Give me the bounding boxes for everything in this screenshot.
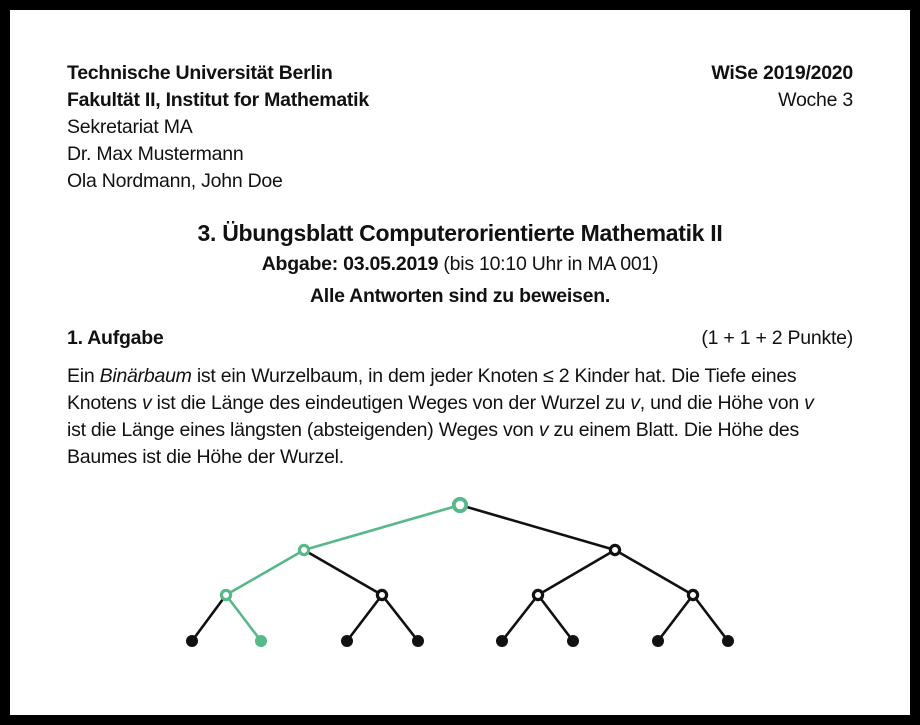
due-date-details: (bis 10:10 Uhr in MA 001) (438, 253, 659, 275)
assistants-line: Ola Nordmann, John Doe (67, 170, 283, 192)
task-points: (1 + 1 + 2 Punkte) (701, 327, 853, 349)
paragraph-line: Ein Binärbaum ist ein Wurzelbaum, in dem jeder Knoten ≤ 2 Kinder hat. Die Tiefe eines (67, 365, 797, 387)
lecturer-line: Dr. Max Mustermann (67, 143, 244, 165)
paragraph-line: ist die Länge eines längsten (absteigenden) Weges von v zu einem Blatt. Die Höhe des (67, 419, 800, 441)
university-name: Technische Universität Berlin (67, 62, 333, 84)
week-label: Woche 3 (778, 89, 853, 111)
semester-label: WiSe 2019/2020 (711, 62, 853, 84)
header-left (67, 60, 369, 195)
paragraph-line: Baumes ist die Höhe der Wurzel. (67, 446, 344, 468)
faculty-name: Fakultät II, Institut for Mathematik (67, 89, 369, 111)
exercise-sheet-page (10, 10, 910, 715)
due-date-bold: Abgabe: 03.05.2019 (261, 253, 439, 275)
sheet-title: 3. Übungsblatt Computerorientierte Mathematik II (197, 220, 723, 246)
paragraph-line: Knotens v ist die Länge des eindeutigen Weges von der Wurzel zu v, und die Höhe von v (67, 392, 814, 414)
secretariat-line: Sekretariat MA (67, 116, 193, 138)
exercise-paragraph (67, 363, 853, 471)
proof-note: Alle Antworten sind zu beweisen. (309, 285, 611, 307)
header (67, 60, 853, 195)
task-row (67, 325, 853, 352)
sheet-content (10, 10, 910, 471)
due-date-line (67, 251, 853, 278)
task-heading: 1. Aufgabe (67, 327, 164, 349)
header-right (711, 60, 853, 195)
title-block (67, 219, 853, 310)
